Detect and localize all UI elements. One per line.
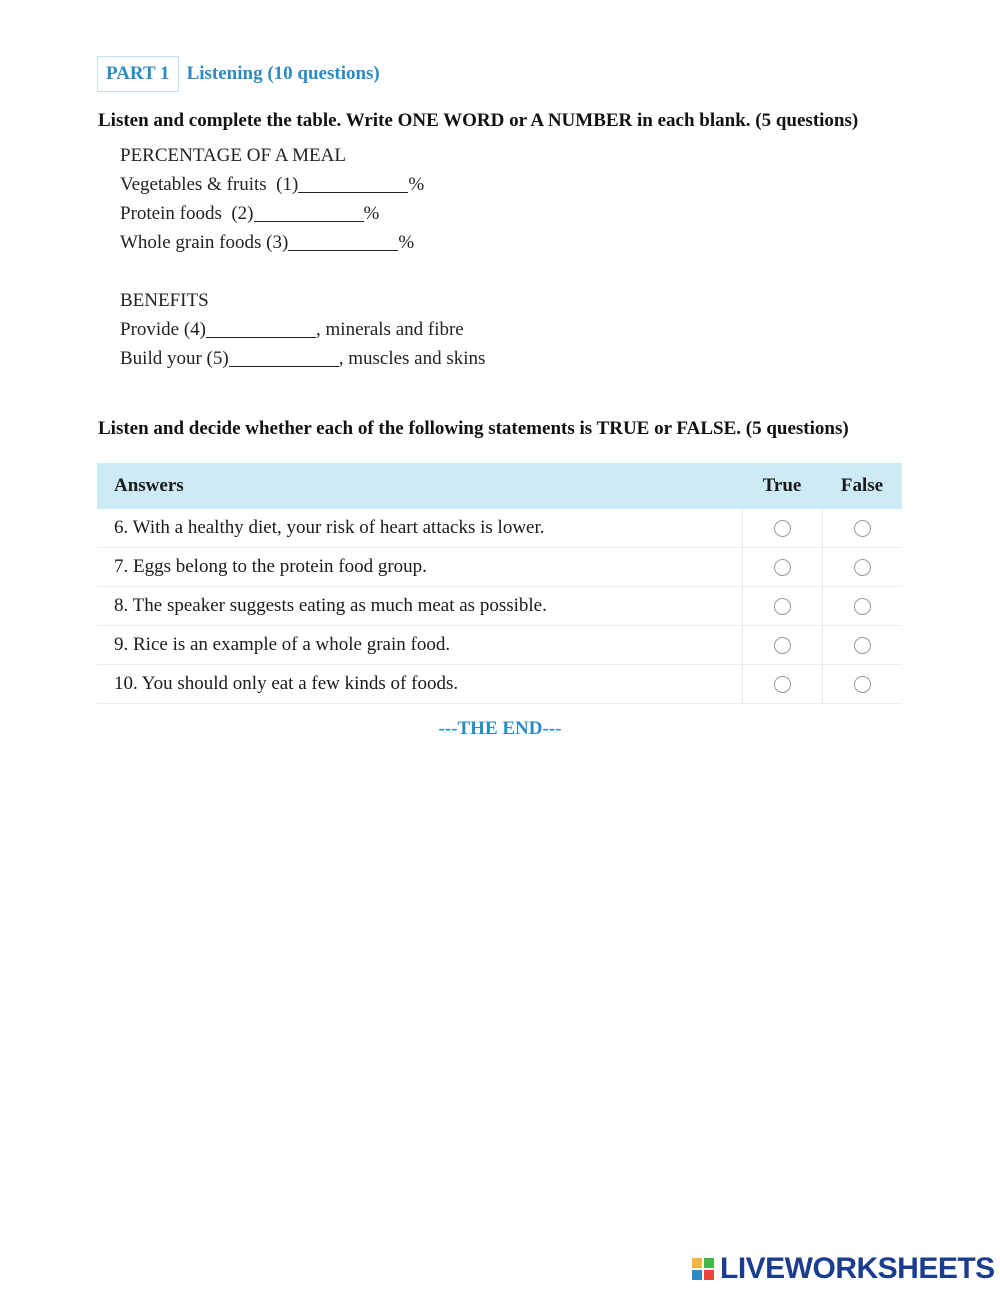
part-label: PART 1: [106, 63, 170, 84]
table-row: [97, 587, 902, 626]
meal-heading: PERCENTAGE OF A MEAL: [120, 145, 346, 166]
statement-10: 10. You should only eat a few kinds of foods.: [97, 665, 742, 704]
section2-instruction: Listen and decide whether each of the following statements is TRUE or FALSE. (5 questions): [98, 418, 849, 439]
true-cell: [742, 509, 822, 548]
section1-instruction: Listen and complete the table. Write ONE WORD or A NUMBER in each blank. (5 questions): [98, 110, 859, 131]
part-header: [97, 55, 380, 93]
column-header-false: False: [822, 463, 902, 509]
fill-item-4: [120, 315, 485, 344]
spacer: [120, 257, 485, 286]
table-row: [97, 626, 902, 665]
radio-9-true[interactable]: [774, 637, 791, 654]
part-label-box: [97, 56, 179, 92]
fill-item-2-text: Protein foods (2): [120, 203, 254, 224]
radio-6-false[interactable]: [854, 520, 871, 537]
fill-item-5-suffix: , muscles and skins: [338, 348, 486, 369]
fill-item-3-text: Whole grain foods (3): [120, 232, 289, 253]
benefits-heading: BENEFITS: [120, 290, 209, 311]
statement-7: 7. Eggs belong to the protein food group.: [97, 548, 742, 587]
false-cell: [822, 626, 902, 665]
liveworksheets-logo-icon: [692, 1258, 714, 1280]
radio-9-false[interactable]: [854, 637, 871, 654]
logo-text: LIVEWORKSHEETS: [720, 1252, 995, 1285]
fill-item-5: [120, 344, 485, 373]
radio-8-false[interactable]: [854, 598, 871, 615]
false-cell: [822, 665, 902, 704]
fill-item-1: [120, 170, 485, 199]
fill-item-2: [120, 199, 485, 228]
radio-10-true[interactable]: [774, 676, 791, 693]
radio-7-false[interactable]: [854, 559, 871, 576]
fill-item-4-suffix: , minerals and fibre: [316, 319, 464, 340]
true-cell: [742, 665, 822, 704]
fill-item-2-suffix: %: [363, 203, 380, 224]
statement-8: 8. The speaker suggests eating as much meat as possible.: [97, 587, 742, 626]
true-cell: [742, 548, 822, 587]
table-row: [97, 509, 902, 548]
true-cell: [742, 587, 822, 626]
answer-blank-4[interactable]: [206, 318, 316, 338]
true-cell: [742, 626, 822, 665]
logo-square-2: [704, 1258, 714, 1268]
radio-10-false[interactable]: [854, 676, 871, 693]
column-header-true: True: [742, 463, 822, 509]
answer-blank-3[interactable]: [288, 231, 398, 251]
false-cell: [822, 548, 902, 587]
table-header-row: [97, 463, 902, 509]
part-title: Listening (10 questions): [186, 63, 380, 84]
liveworksheets-logo[interactable]: [692, 1252, 995, 1286]
fill-item-5-text: Build your (5): [120, 348, 229, 369]
logo-square-1: [692, 1258, 702, 1268]
fill-item-1-text: Vegetables & fruits (1): [120, 174, 299, 195]
answer-blank-2[interactable]: [254, 202, 364, 222]
radio-7-true[interactable]: [774, 559, 791, 576]
table-row: [97, 548, 902, 587]
logo-square-3: [692, 1270, 702, 1280]
fill-item-4-text: Provide (4): [120, 319, 207, 340]
statement-9: 9. Rice is an example of a whole grain food.: [97, 626, 742, 665]
fill-in-section: [120, 141, 485, 373]
column-header-answers: Answers: [97, 463, 742, 509]
false-cell: [822, 587, 902, 626]
true-false-table: [97, 463, 902, 704]
radio-8-true[interactable]: [774, 598, 791, 615]
table-row: [97, 665, 902, 704]
radio-6-true[interactable]: [774, 520, 791, 537]
logo-square-4: [704, 1270, 714, 1280]
answer-blank-5[interactable]: [229, 347, 339, 367]
fill-item-1-suffix: %: [408, 174, 425, 195]
fill-item-3-suffix: %: [398, 232, 415, 253]
the-end-text: ---THE END---: [438, 718, 562, 739]
answer-blank-1[interactable]: [298, 173, 408, 193]
statement-6: 6. With a healthy diet, your risk of heart attacks is lower.: [97, 509, 742, 548]
false-cell: [822, 509, 902, 548]
fill-item-3: [120, 228, 485, 257]
